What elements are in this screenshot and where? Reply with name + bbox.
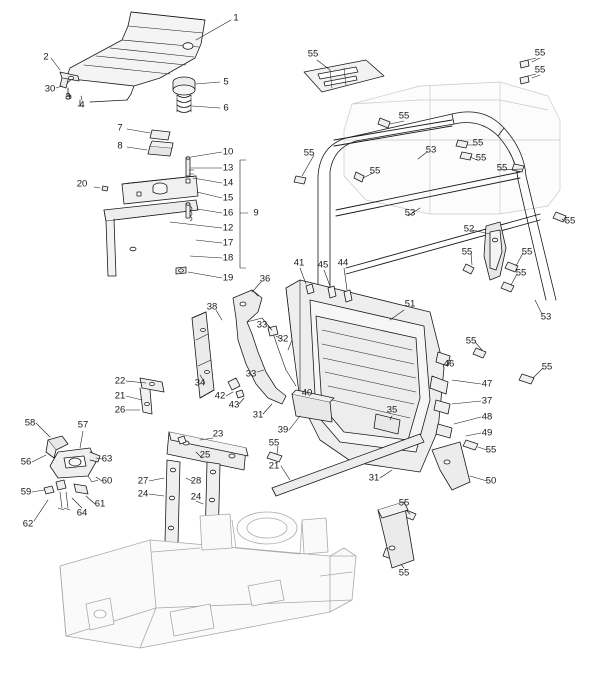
callout-number: 53 xyxy=(425,144,437,156)
callout-number: 19 xyxy=(222,272,234,284)
callout-number: 57 xyxy=(77,419,89,431)
callout-number: 55 xyxy=(515,267,527,279)
callout-number: 58 xyxy=(24,417,36,429)
callout-number: 6 xyxy=(223,102,229,114)
callout-number: 48 xyxy=(481,411,493,423)
callout-number: 41 xyxy=(293,257,305,269)
callout-number: 42 xyxy=(214,390,226,402)
callout-number: 55 xyxy=(485,444,497,456)
callout-number: 25 xyxy=(199,449,211,461)
callout-number: 55 xyxy=(369,165,381,177)
callout-number: 28 xyxy=(190,475,202,487)
callout-number: 33 xyxy=(245,368,257,380)
callout-number: 3 xyxy=(65,91,71,103)
callout-number: 49 xyxy=(481,427,493,439)
callout-number: 55 xyxy=(398,567,410,579)
callout-number: 21 xyxy=(114,390,126,402)
callout-number: 21 xyxy=(268,460,280,472)
callout-number: 30 xyxy=(44,83,56,95)
callout-number: 55 xyxy=(268,437,280,449)
callout-number: 55 xyxy=(303,147,315,159)
callout-number: 39 xyxy=(277,424,289,436)
callout-number: 55 xyxy=(541,361,553,373)
callout-number: 26 xyxy=(114,404,126,416)
part-spring-assembly xyxy=(173,77,195,113)
callout-number: 35 xyxy=(386,404,398,416)
callout-number: 55 xyxy=(521,246,533,258)
part-rail-assembly xyxy=(94,157,198,276)
part-seat-support-arm xyxy=(228,290,296,404)
callout-number: 59 xyxy=(20,486,32,498)
callout-number: 55 xyxy=(534,64,546,76)
callout-number: 55 xyxy=(461,246,473,258)
callout-number: 55 xyxy=(465,335,477,347)
callout-number: 55 xyxy=(398,110,410,122)
callout-number: 53 xyxy=(404,207,416,219)
callout-number: 62 xyxy=(22,518,34,530)
callout-number: 20 xyxy=(76,178,88,190)
callout-number: 18 xyxy=(222,252,234,264)
callout-number: 55 xyxy=(398,497,410,509)
callout-number: 46 xyxy=(443,358,455,370)
callout-number: 38 xyxy=(206,301,218,313)
part-seat-back-panel xyxy=(286,280,452,472)
callout-number: 45 xyxy=(317,259,329,271)
callout-number: 13 xyxy=(222,162,234,174)
callout-number: 24 xyxy=(190,491,202,503)
callout-number: 5 xyxy=(223,76,229,88)
callout-number: 9 xyxy=(253,207,259,219)
callout-number: 60 xyxy=(101,475,113,487)
callout-number: 7 xyxy=(117,122,123,134)
callout-number: 31 xyxy=(252,409,264,421)
callout-number: 55 xyxy=(307,48,319,60)
part-chassis-frame xyxy=(60,512,356,648)
callout-number: 31 xyxy=(368,472,380,484)
callout-number: 36 xyxy=(259,273,271,285)
callout-number: 51 xyxy=(404,298,416,310)
callout-number: 61 xyxy=(94,498,106,510)
callout-number: 43 xyxy=(228,399,240,411)
callout-number: 8 xyxy=(117,140,123,152)
callout-number: 16 xyxy=(222,207,234,219)
callout-number: 12 xyxy=(222,222,234,234)
callout-number: 34 xyxy=(194,377,206,389)
callout-number: 55 xyxy=(475,152,487,164)
callout-number: 44 xyxy=(337,257,349,269)
callout-number: 14 xyxy=(222,177,234,189)
callout-number: 15 xyxy=(222,192,234,204)
callout-number: 52 xyxy=(463,223,475,235)
part-switch-assembly xyxy=(44,436,100,510)
callout-number: 22 xyxy=(114,375,126,387)
callout-number: 56 xyxy=(20,456,32,468)
callout-number: 50 xyxy=(485,475,497,487)
callout-number: 24 xyxy=(137,488,149,500)
part-lower-bar xyxy=(272,434,470,568)
callout-number: 37 xyxy=(481,395,493,407)
callout-number: 55 xyxy=(534,47,546,59)
callout-number: 63 xyxy=(101,453,113,465)
callout-number: 64 xyxy=(76,507,88,519)
callout-number: 1 xyxy=(233,12,239,24)
callout-number: 47 xyxy=(481,378,493,390)
callout-number: 55 xyxy=(564,215,576,227)
part-decal-plate xyxy=(304,60,384,92)
callout-number: 53 xyxy=(540,311,552,323)
callout-number: 55 xyxy=(496,162,508,174)
callout-number: 33 xyxy=(256,319,268,331)
callout-number: 32 xyxy=(277,333,289,345)
callout-number: 10 xyxy=(222,146,234,158)
callout-number: 23 xyxy=(212,428,224,440)
callout-number: 27 xyxy=(137,475,149,487)
callout-number: 4 xyxy=(79,99,85,111)
callout-number: 2 xyxy=(43,51,49,63)
part-cover-plate xyxy=(148,130,173,156)
callout-number: 55 xyxy=(472,137,484,149)
callout-number: 17 xyxy=(222,237,234,249)
callout-number: 40 xyxy=(301,387,313,399)
part-left-post xyxy=(140,312,214,414)
